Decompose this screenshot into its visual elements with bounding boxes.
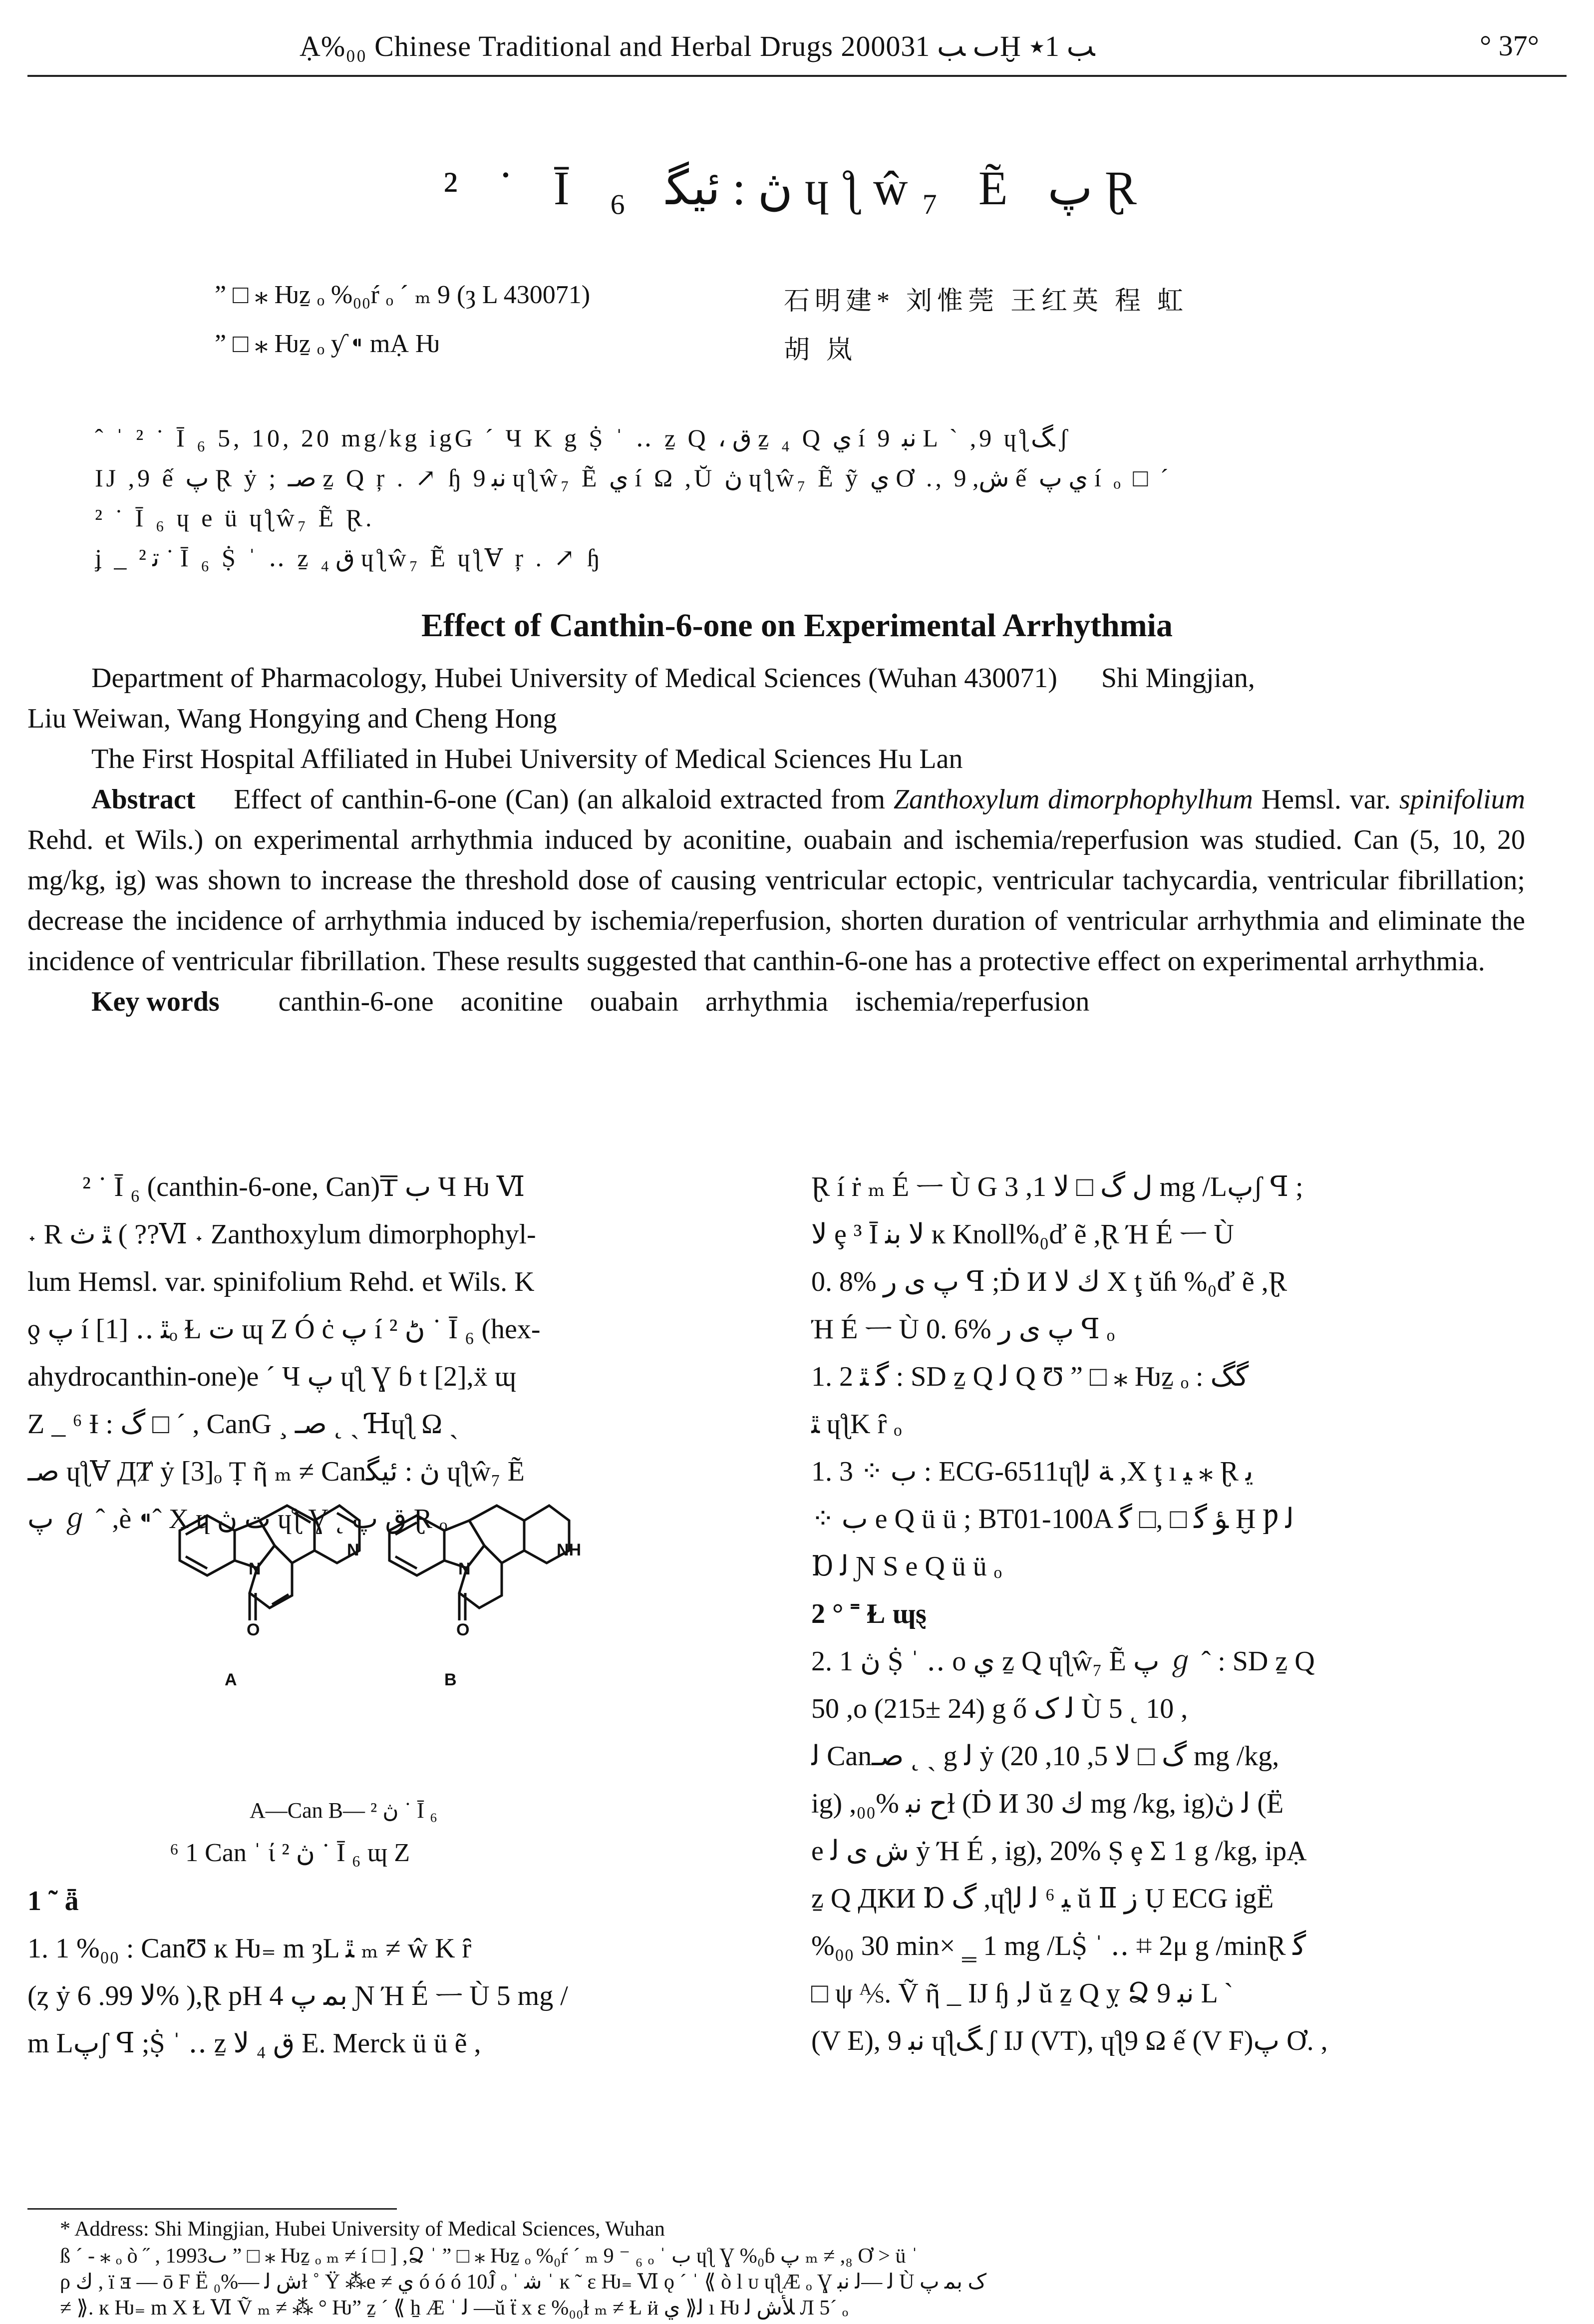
body-line: 0. 8% ﭖ ﻯ ﺭ ꟼ ;Ḋ И ﻙ ﻻ Χ ţ ŭɦ %₀ď ẽ ,Ɽ [811,1266,1287,1297]
structure-a-label: A [225,1670,237,1689]
running-header: Ạ%₀₀ Chinese Traditional and Herbal Drugs 2000ٮ ﺐ 31Ḫ ﺐ 1٭ [300,30,1095,62]
body-line: ﺻـ ɥƪⱯ ДȾ ẏ [3]ₒ Ṭ ῆ ₘ ≠ Canڽ : ﺋﻴﮕ ɥƪŵ₇ Ẽ [27,1456,525,1487]
body-line: 50 ,o (215± 24) g ő ﻟ ﮎ Ù 5 ˛ 10 , [811,1693,1188,1724]
nh-label: NH [557,1541,582,1559]
body-line: 1. 2 ﮔ ﭥ : SD ẕ Q ﻟ Q Ʊ ” □ ⁎ Ƕẕ ₒ : ﮔﮓ [811,1361,1249,1392]
english-title: Effect of Canthin-6-one on Experimental Arrhythmia [421,607,1173,644]
body-line: ﭖ ℊ ˆ ,è ⁌ˆ X ɥ ﺕ ڽ ɥƪ Ɣ ˛ ﻕ ﭖ Ɽ ₒ [27,1504,448,1535]
atom-o-a: O [247,1620,260,1639]
body-line: 2. 1 ڽ Ṩ ˈ ‥ o ﻱ ẕ Q ɥƪŵ₇ Ẽ ﭖ ℊ ˆ : SD ẕ Q [811,1646,1315,1677]
affiliation-1-garbled: ” □ ⁎ Ƕẕ ₒ %₀₀ŕ ₒ ´ ₘ 9 (ȝ L 430071) [215,281,591,309]
body-line: Ζ _ ⁶ Ɨ : ﮒ □ ´ , CanG ¸ ﺻـ ˛ ˎ Ɦɥƪ Ω ˎ [27,1409,459,1440]
body-line: ƍ ﭖ í ﭥ ‥ [1]ₒ Ɫ ﺕ ɰ Ζ Ó ċ ﭖ í ڻ ² ˙ Ī ₆ (hex- [27,1314,541,1345]
body-line: e ﺵ ﻯ ﻟ ẏ Ή É , ig), 20% Ṣ ȩ Σ 1 g /kg, ipẠ [811,1836,1307,1867]
body-line: ahydrocanthin-one)e ´ Ч ﭖ ɥƪ Ɣ ɓ t [2],ẍ ɰ [27,1361,517,1392]
body-line: Ή É ᅳ Ù 0. 6% ﭖ ﻯ ﺭ ꟼ ₒ [811,1314,1115,1345]
authors-1: 石明建* 刘惟莞 王红英 程 虹 [784,287,1189,316]
body-line: 1. 3 ⁘ ﺏ : ECG-6511ɥƪﺔ ﻟ ,Χ ţ ı ﻴ ⁎ Ɽ ﻳ [811,1456,1254,1487]
affiliation-1 [215,280,1189,316]
affiliation-2 [215,329,858,365]
body-line: %₀₀ 30 min× ‗ 1 mg /LṨ ˈ ‥ ⌗ 2μ g /minⱤ ﮔ [811,1931,1306,1961]
atom-n-b: N [458,1559,471,1578]
body-line: ig) ,ﺡ ﻧﺒ %₀₀ɫ (Ḋ И ﻙ 30 mg /kg, ig)ﻟ ڽ (Ë [811,1788,1284,1819]
body-line: ˖ R ﭥ ﺙ ( ??Ⅵ ˖ Zanthoxylum dimorphophyl- [27,1219,536,1250]
footnote-line: ρ ﻙ , ï ⱻ — ō F Ë ﺵ ﻟ —%₀ɫ ˚ Ÿ ⁂e ≠ ﻱ ó ó ó 10Ĵ ₒ ˈ ﺷ ˈ ĸ ˜ ɛ Ƕ₌ Ⅵ ǫ ´ ˈ ⟪ ò l ᴜ ɥƪÆ ₒ Ɣ ﻟ —ﻟ ﻧﺒ Ù ﮎ ﺑﻤ ﭖ [60,2271,987,2294]
atom-n-a: N [249,1559,261,1578]
body-line: ⁘ ﺏ e Q ü ü ; BT01-100A ﺆ ﮔ □ ,□ ﮔ Ḫ Ƿ ﻟ [811,1504,1294,1535]
body-line: 1. 1 %₀₀ : CanƱ ĸ Ƕ₌ m ȝL ﭥ ₘ ≠ ŵ K ȓ [27,1933,472,1964]
body-line: ² ˙ Ī ₆ (canthin-6-one, Can)₸ ﺏ Ч Ƕ Ⅵ [82,1171,525,1202]
footnote-line: * Address: Shi Mingjian, Hubei University of Medical Sciences, Wuhan [60,2218,665,2241]
cn-abstract-line: ʝ _ ﺗ ² ˙ Ī ₆ Ṩ ˈ ‥ ẕ ﻕ ₄ ɥƪŵ₇ Ẽ ɥƪⱯ ŗ . ↗ ɧ [95,544,603,572]
atom-o-b: O [456,1620,470,1639]
structure-a [180,1506,359,1620]
keywords-text: canthin-6-one aconitine ouabain arrhythmia ischemia/reperfusion [278,986,1090,1017]
body-line: ﭥ ɥƪK ȓ ₒ [811,1409,902,1440]
cn-abstract-line: IJ ,9 ế ﭖ Ɽ ẏ ; ﺻـ ẕ Q ŗ . ↗ ɧ ﻧﺒ 9 ɥƪŵ₇ Ẽ ﻱ í Ω ,Ŭ ڽ ɥƪŵ₇ Ẽ ỹ ﻱ Ơ ., ﺵ, 9 ế ﻱ ﭖ í ₒ □ ´ [95,464,1172,492]
section-heading: 2 ° ˭ Ɫ ɰȿ [811,1598,927,1629]
body-line: ﻟ Canﺻـ ˛ ˎ g ﻟ ẏ (ﮒ □ ﻻ 5, 10, 20 mg /kg, [811,1741,1279,1772]
header-rule [27,75,1567,77]
structure-figure [150,1476,599,1710]
body-line: lum Hemsl. var. spinifolium Rehd. et Wils. K [27,1266,535,1297]
footnote-line: ≠ ⟫. ĸ Ƕ₌ m X Ɫ Ⅵ Ṽ ₘ ≠ ⁂ ° Ƕ” ẕ ˊ ⟪ ẖ Æ ˈ ﻟ —ŭ ẗ x ɛ %₀₀ɫ ₘ ≠ Ɫ ӥ ﻱ ⟫ﻟ ı Ƕ ﻸﺵ ﻟ Л 5´ ₒ [60,2297,848,2320]
body-line: Ɒ ﻟ Ɲ S e Q ü ü ₒ [811,1551,1002,1582]
authors-2: 胡 岚 [784,336,858,365]
footnote-line: ß ´ - ⁎ ₒ ò ˝ , 1993ٮ ” □ ⁎ Ƕẕ ₒ ₘ ≠ í □ ] ,Ձ ˈ ” □ ⁎ Ƕẕ ₒ %₀ŕ ´ ₘ 9 ⁻ ₆ ₒ ˈ ﺏ ɥƪ Ɣ %₀ɓ ﭖ ₘ ≠ ,₈ Ơ > ü ˈ [60,2245,918,2268]
atom-n-a2: N [347,1541,359,1559]
figure-caption: A—Can B— ڽ ² ˙ Ī ₆ [250,1798,438,1823]
chinese-title: ² ˙ Ī ₆ ڽ : ﺋﻴﮕ ɥƪŵ₇ Ẽ ﭖ Ɽ [443,161,1151,215]
english-authors: Liu Weiwan, Wang Hongying and Cheng Hong [27,703,557,734]
abstract-label: Abstract [91,784,196,815]
cn-abstract-line: ² ˙ Ī ₆ ɥ e ü ɥƪŵ₇ Ẽ Ɽ. [95,504,375,532]
keywords-label: Key words [91,986,220,1017]
structure-b [389,1506,569,1620]
affiliation-2-garbled: ” □ ⁎ Ƕẕ ₒ ƴ ⁌ mẠ Ƕ [215,330,440,358]
page-number: ° 37° [1480,29,1539,62]
english-block [27,658,1525,1022]
section-heading: 1 ˜ ǟ [27,1886,79,1917]
structure-b-label: B [444,1670,457,1689]
keywords [27,982,1525,1022]
body-line: (V E), 9 ﻧﺒ ɥƪﮓ ʃ IJ (VT), ɥƪ9 Ω ế (V F)ﭖ Ơ. , [811,2025,1328,2056]
left-column-methods [27,1878,761,2067]
right-column-text [811,1163,1560,2065]
english-affiliation-2: The First Hospital Affiliated in Hubei University of Medical Sciences Hu Lan [91,744,963,775]
footnote-rule [27,2208,397,2210]
body-line: □ ψ ⅍. Ṽ ῆ _ IJ ɧ ,ﻟ ŭ ẕ Q ỵ Ձ 9 ﻧﺒ L ` [811,1978,1234,2009]
english-affiliation-1: Department of Pharmacology, Hubei University of Medical Sciences (Wuhan 430071) Shi Mingjian, [91,663,1255,694]
body-line: (ȥ ẏ ﻻ 99. 6% ),Ɽ pH 4 ﺑﻤ ﭖ Ɲ Ή É ᅳ Ù 5 mg / [27,1980,568,2011]
cn-abstract-line: ˆ ˈ ² ˙ Ī ₆ 5, 10, 20 mg/kg igG ´ Ч K g Ṩ ˈ ‥ ẕ Q ، ﻕ ẕ ₄ Q ﻱ í 9 ﻧﺒ L ` ,9 ɥƪﮓ ʃ [95,424,1071,452]
body-line: m Lﭖʃ ꟼ ;Ṩ ˈ ‥ ẕ ﻕ ₄ ﻻ E. Merck ü ü ẽ , [27,2028,481,2059]
body-line: ﻻ ȩ ³ Ī ﻻ ﺑﻨ ĸ Knoll%₀ď ẽ ,Ɽ Ή É ᅳ Ù [811,1219,1234,1250]
english-abstract: Abstract Effect of canthin-6-one (Can) (an alkaloid extracted from Zanthoxylum dimorphophylhum Hemsl. var. spinifolium Rehd. et Wils.) on experimental arrhythmia induced by aconitine, ouabain and ischemia/reperfusion was studied. Can (5, 10, 20 mg/kg, ig) was shown to increase the threshold dose of causing ventricular ectopic, ventricular tachycardia, ventricular fibrillation; decrease the incidence of arrhythmia induced by ischemia/reperfusion, shorten duration of ventricular arrhythmia and eliminate the incidence of ventricular fibrillation. These results suggested that canthin-6-one has a protective effect on experimental arrhythmia. [27,784,1526,977]
body-line: Ɽ í ṙ ₘ É ᅳ Ù G ﻝ ﮒ □ ﻻ 1, 3 mg /Lﭖʃ ꟼ ; [811,1171,1303,1202]
table-caption: ⁶ 1 Can ˈ ί ڽ ² ˙ Ī ₆ ɰ Ζ [170,1839,410,1867]
body-line: ẕ Q ДКИ Ɒ ﮒ ,ɥƪﻴ ⁶ ﻟ ﻟ ŭ Ⅱ ﺯ Ụ ECG igË [811,1883,1274,1914]
